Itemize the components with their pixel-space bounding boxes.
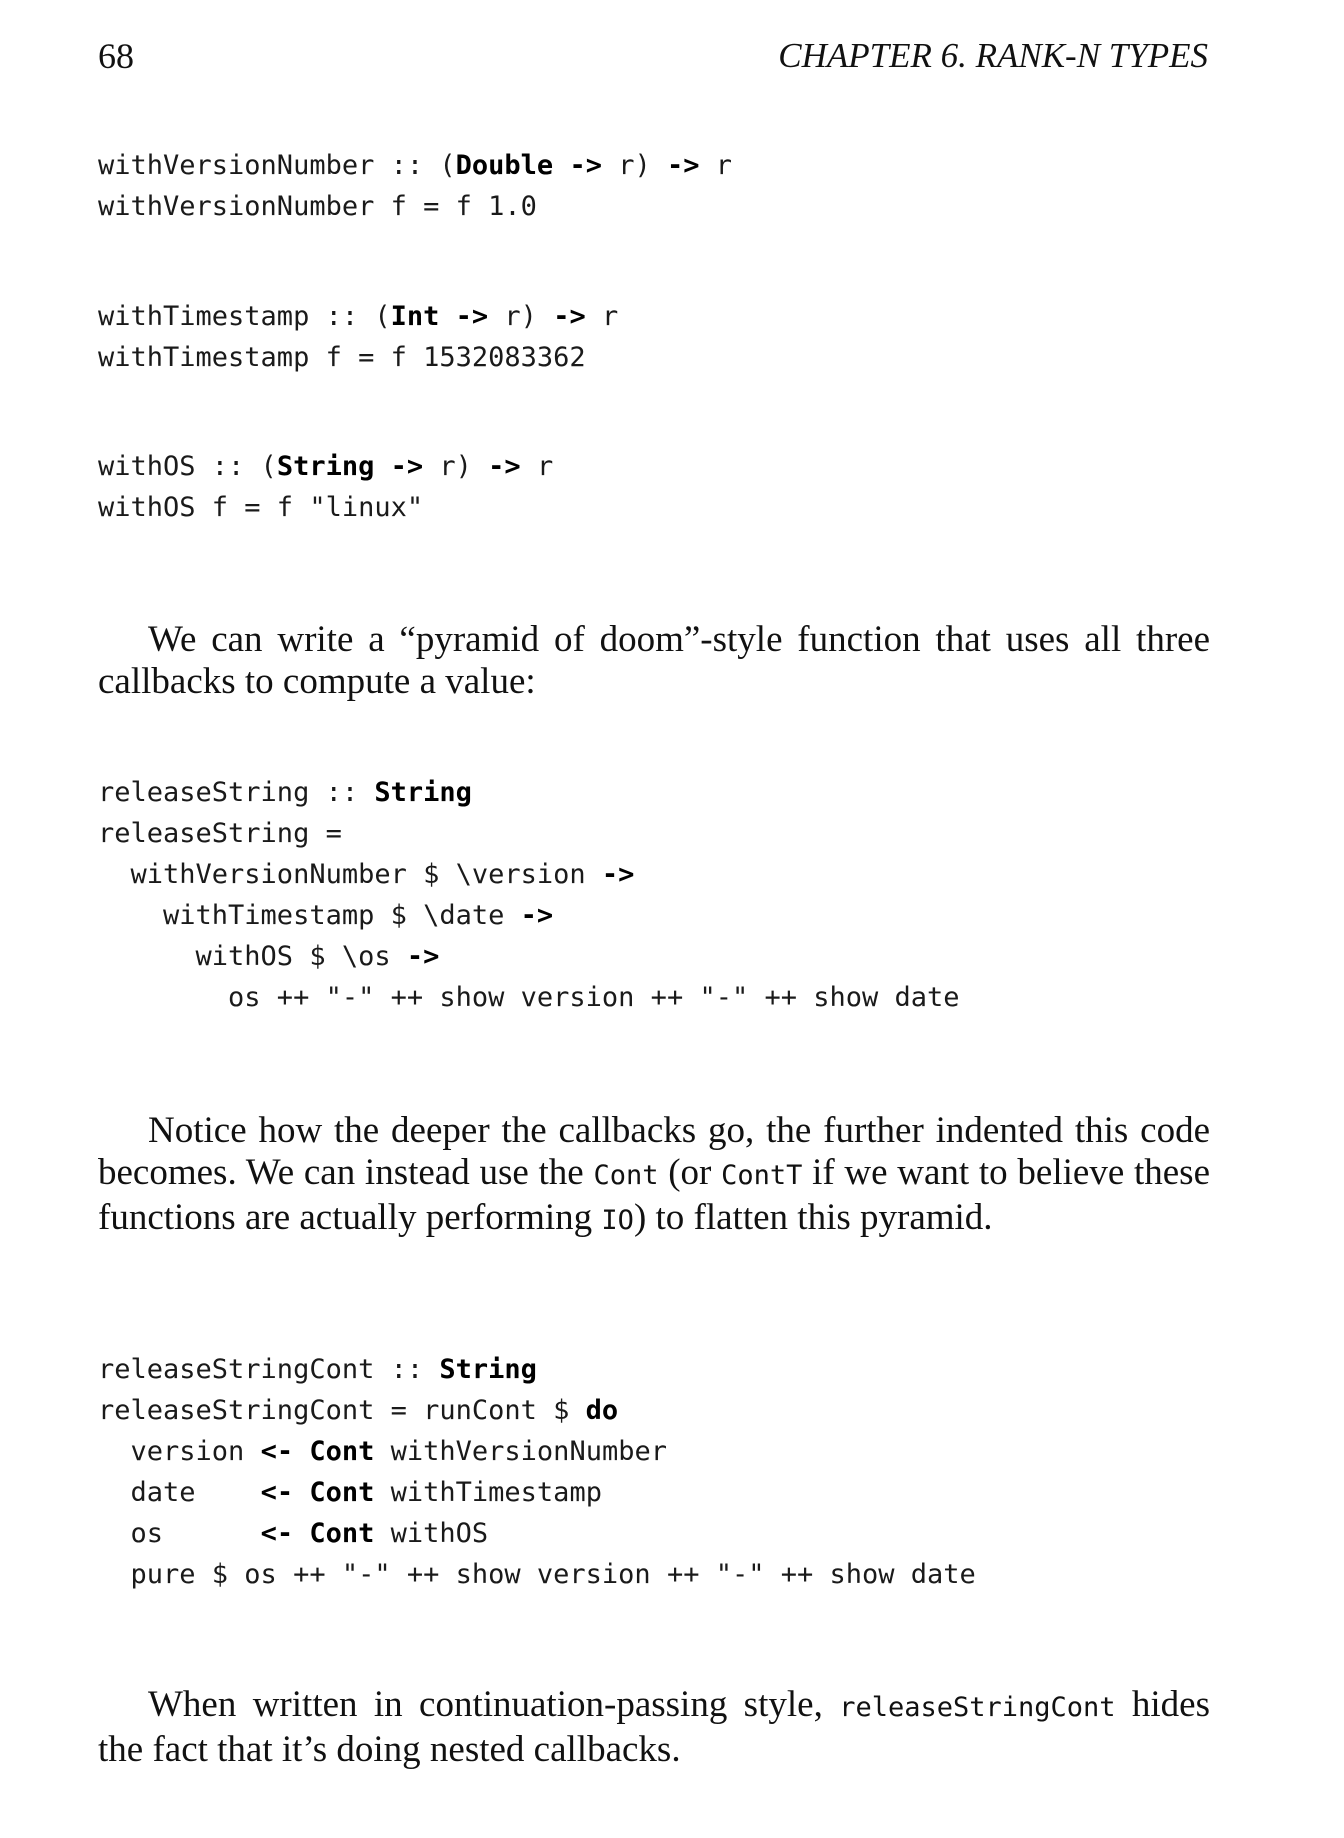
code-line: os ++ "-" ++ show version ++ "-" ++ show date <box>98 982 960 1013</box>
code-block-with-timestamp <box>98 296 618 378</box>
code-line: releaseString = <box>98 818 342 849</box>
code-line: withOS f = f "linux" <box>98 492 424 523</box>
code-line: withTimestamp $ \date -> <box>98 900 554 931</box>
code-line: os <- Cont withOS <box>98 1518 489 1549</box>
inline-code-cont: Cont <box>593 1160 659 1191</box>
code-block-release-string <box>98 772 960 1018</box>
paragraph-cont-explanation: Notice how the deeper the callbacks go, the further indented this code becomes. We can instead use the Cont (or ContT if we want to believe these functions are actually performing IO) to flatten this pyramid. <box>98 1110 1210 1238</box>
code-line: withVersionNumber :: (Double -> r) -> r <box>98 150 733 181</box>
code-line: withTimestamp f = f 1532083362 <box>98 342 586 373</box>
code-line: withVersionNumber f = f 1.0 <box>98 191 537 222</box>
inline-code-contt: ContT <box>721 1160 803 1191</box>
inline-code-release-string-cont: releaseStringCont <box>839 1692 1116 1723</box>
code-line: withOS :: (String -> r) -> r <box>98 451 554 482</box>
page-number: 68 <box>98 36 134 76</box>
code-block-with-os <box>98 446 553 528</box>
code-line: version <- Cont withVersionNumber <box>98 1436 667 1467</box>
code-block-release-string-cont <box>98 1349 976 1595</box>
code-line: withTimestamp :: (Int -> r) -> r <box>98 301 619 332</box>
code-line: pure $ os ++ "-" ++ show version ++ "-" ++ show date <box>98 1559 976 1590</box>
inline-code-io: IO <box>601 1205 634 1236</box>
code-line: releaseString :: String <box>98 777 472 808</box>
paragraph-pyramid-of-doom: We can write a “pyramid of doom”-style function that uses all three callbacks to compute a value: <box>98 619 1210 702</box>
code-line: date <- Cont withTimestamp <box>98 1477 602 1508</box>
code-block-with-version-number <box>98 145 732 227</box>
running-header: CHAPTER 6. RANK-N TYPES <box>778 36 1208 75</box>
code-line: withOS $ \os -> <box>98 941 440 972</box>
code-line: withVersionNumber $ \version -> <box>98 859 635 890</box>
code-line: releaseStringCont = runCont $ do <box>98 1395 619 1426</box>
code-line: releaseStringCont :: String <box>98 1354 537 1385</box>
paragraph-cps-conclusion: When written in continuation-passing style, releaseStringCont hides the fact that it’s doing nested callbacks. <box>98 1684 1210 1770</box>
